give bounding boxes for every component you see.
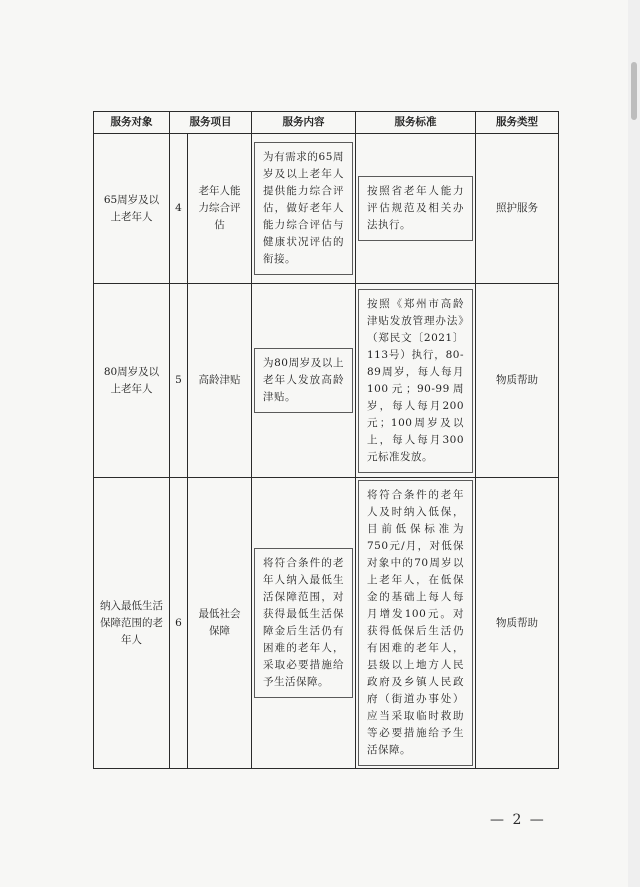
cell-type: 物质帮助 bbox=[476, 478, 559, 769]
scrollbar-thumb[interactable] bbox=[631, 62, 637, 120]
cell-standard bbox=[356, 284, 476, 478]
cell-item: 高龄津贴 bbox=[188, 284, 252, 478]
cell-number: 4 bbox=[170, 134, 188, 284]
cell-number: 5 bbox=[170, 284, 188, 478]
table-header-row bbox=[94, 112, 559, 134]
vertical-scrollbar[interactable] bbox=[628, 0, 640, 887]
cell-standard-text: 按照《郑州市高龄津贴发放管理办法》（郑民文〔2021〕113号）执行，80-89周岁，每人每月100元；90-99周岁，每人每月200元；100周岁及以上，每人每月300元标准发放。 bbox=[358, 289, 473, 473]
cell-target: 80周岁及以上老年人 bbox=[94, 284, 170, 478]
cell-content-text: 将符合条件的老年人纳入最低生活保障范围，对获得最低生活保障金后生活仍有困难的老年人，采取必要措施给予生活保障。 bbox=[254, 548, 353, 698]
header-service-type: 服务类型 bbox=[476, 112, 559, 134]
page-number: — 2 — bbox=[490, 812, 546, 828]
header-service-content: 服务内容 bbox=[252, 112, 356, 134]
cell-target: 65周岁及以上老年人 bbox=[94, 134, 170, 284]
cell-number: 6 bbox=[170, 478, 188, 769]
cell-standard-text: 将符合条件的老年人及时纳入低保，目前低保标准为750元/月，对低保对象中的70周岁以上老年人，在低保金的基础上每人每月增发100元。对获得低保后生活仍有困难的老年人，县级以上地方人民政府及乡镇人民政府（街道办事处）应当采取临时救助等必要措施给予生活保障。 bbox=[358, 480, 473, 766]
header-service-item: 服务项目 bbox=[170, 112, 252, 134]
cell-standard bbox=[356, 134, 476, 284]
cell-content-text: 为有需求的65周岁及以上老年人提供能力综合评估，做好老年人能力综合评估与健康状况评估的衔接。 bbox=[254, 142, 353, 275]
cell-content bbox=[252, 478, 356, 769]
header-service-standard: 服务标准 bbox=[356, 112, 476, 134]
cell-standard bbox=[356, 478, 476, 769]
cell-item: 老年人能力综合评估 bbox=[188, 134, 252, 284]
cell-type: 照护服务 bbox=[476, 134, 559, 284]
header-service-target: 服务对象 bbox=[94, 112, 170, 134]
cell-item: 最低社会保障 bbox=[188, 478, 252, 769]
table-row bbox=[94, 284, 559, 478]
cell-target: 纳入最低生活保障范围的老年人 bbox=[94, 478, 170, 769]
cell-content-text: 为80周岁及以上老年人发放高龄津贴。 bbox=[254, 348, 353, 413]
table-row bbox=[94, 478, 559, 769]
service-table bbox=[93, 111, 559, 769]
table-row bbox=[94, 134, 559, 284]
cell-type: 物质帮助 bbox=[476, 284, 559, 478]
cell-content bbox=[252, 134, 356, 284]
cell-content bbox=[252, 284, 356, 478]
cell-standard-text: 按照省老年人能力评估规范及相关办法执行。 bbox=[358, 176, 473, 241]
